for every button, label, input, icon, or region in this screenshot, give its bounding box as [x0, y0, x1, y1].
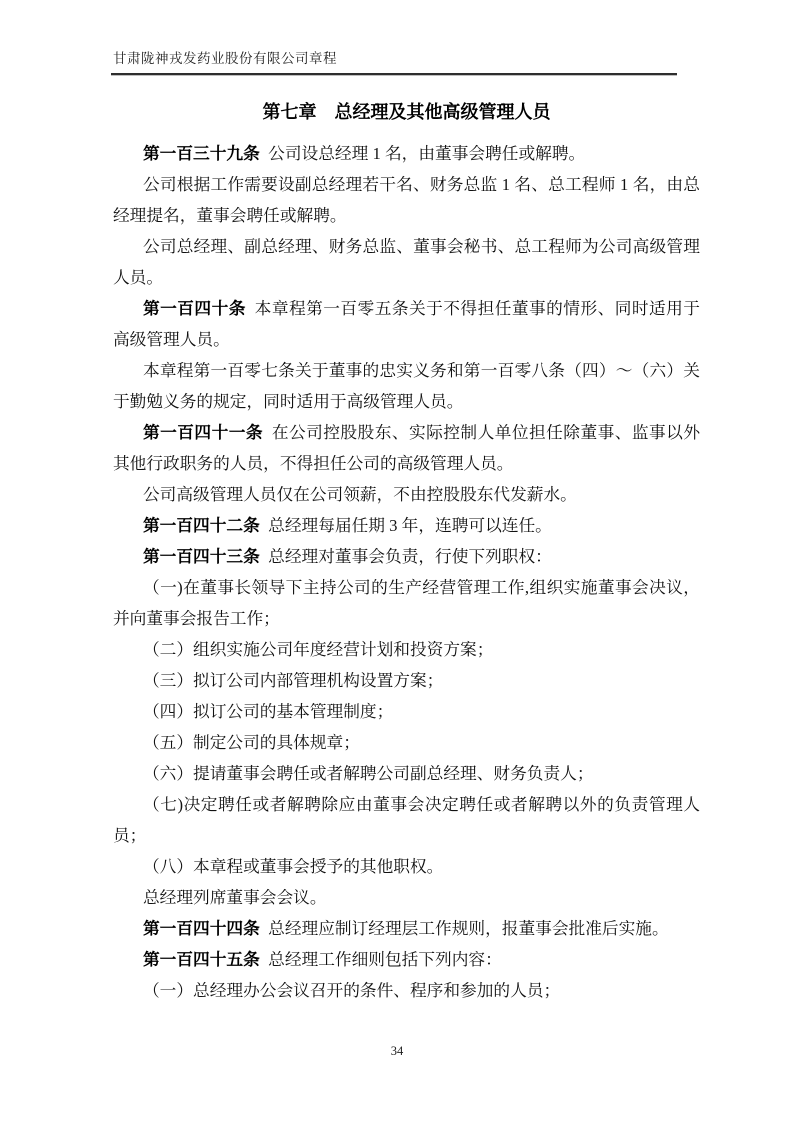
paragraph: 第一百四十五条 总经理工作细则包括下列内容： [143, 950, 502, 969]
paragraph: （七)决定聘任或者解聘除应由董事会决定聘任或者解聘以外的负责管理人员； [113, 795, 700, 845]
paragraph: （六）提请董事会聘任或者解聘公司副总经理、财务负责人； [143, 764, 594, 783]
paragraph: 公司总经理、副总经理、财务总监、董事会秘书、总工程师为公司高级管理人员。 [113, 237, 700, 287]
paragraph: （五）制定公司的具体规章； [143, 733, 360, 752]
paragraph: 总经理列席董事会会议。 [143, 888, 327, 907]
paragraph: 第一百四十一条 在公司控股股东、实际控制人单位担任除董事、监事以外其他行政职务的人员，不得担任公司的高级管理人员。 [113, 423, 701, 473]
article-number: 第一百四十三条 [143, 547, 260, 566]
paragraph: （一)在董事长领导下主持公司的生产经营管理工作,组织实施董事会决议，并向董事会报告工作； [113, 578, 700, 628]
header-rule [111, 73, 677, 76]
chapter-title: 第七章 总经理及其他高级管理人员 [262, 102, 551, 122]
article-number: 第一百四十二条 [143, 516, 260, 535]
paragraph: （一）总经理办公会议召开的条件、程序和参加的人员； [143, 981, 561, 1000]
paragraph: 公司根据工作需要设副总经理若干名、财务总监 1 名、总工程师 1 名，由总经理提名，董事会聘任或解聘。 [113, 175, 700, 225]
paragraph: 第一百四十条 本章程第一百零五条关于不得担任董事的情形、同时适用于高级管理人员。 [113, 299, 700, 349]
article-number: 第一百四十五条 [143, 950, 260, 969]
article-number: 第一百三十九条 [143, 144, 260, 163]
paragraph: 第一百四十三条 总经理对董事会负责，行使下列职权： [143, 547, 552, 566]
paragraph: 第一百四十四条 总经理应制订经理层工作规则，报董事会批准后实施。 [143, 919, 669, 938]
page-footer [0, 1042, 794, 1060]
page-header [111, 50, 677, 76]
paragraph: 第一百四十二条 总经理每届任期 3 年，连聘可以连任。 [143, 516, 552, 535]
header-title: 甘肃陇神戎发药业股份有限公司章程 [113, 51, 337, 66]
article-number: 第一百四十条 [143, 299, 246, 318]
page-number: 34 [390, 1044, 404, 1058]
paragraph: 本章程第一百零七条关于董事的忠实义务和第一百零八条（四）～（六）关于勤勉义务的规定，同时适用于高级管理人员。 [113, 361, 700, 411]
paragraph: （四）拟订公司的基本管理制度； [143, 702, 394, 721]
paragraph: （三）拟订公司内部管理机构设置方案； [143, 671, 444, 690]
article-number: 第一百四十一条 [143, 423, 264, 442]
document-body [113, 138, 700, 1006]
paragraph: （八）本章程或董事会授予的其他职权。 [143, 857, 444, 876]
paragraph: 第一百三十九条 公司设总经理 1 名，由董事会聘任或解聘。 [143, 144, 586, 163]
paragraph: 公司高级管理人员仅在公司领薪，不由控股股东代发薪水。 [143, 485, 577, 504]
paragraph: （二）组织实施公司年度经营计划和投资方案； [143, 640, 494, 659]
article-number: 第一百四十四条 [143, 919, 260, 938]
